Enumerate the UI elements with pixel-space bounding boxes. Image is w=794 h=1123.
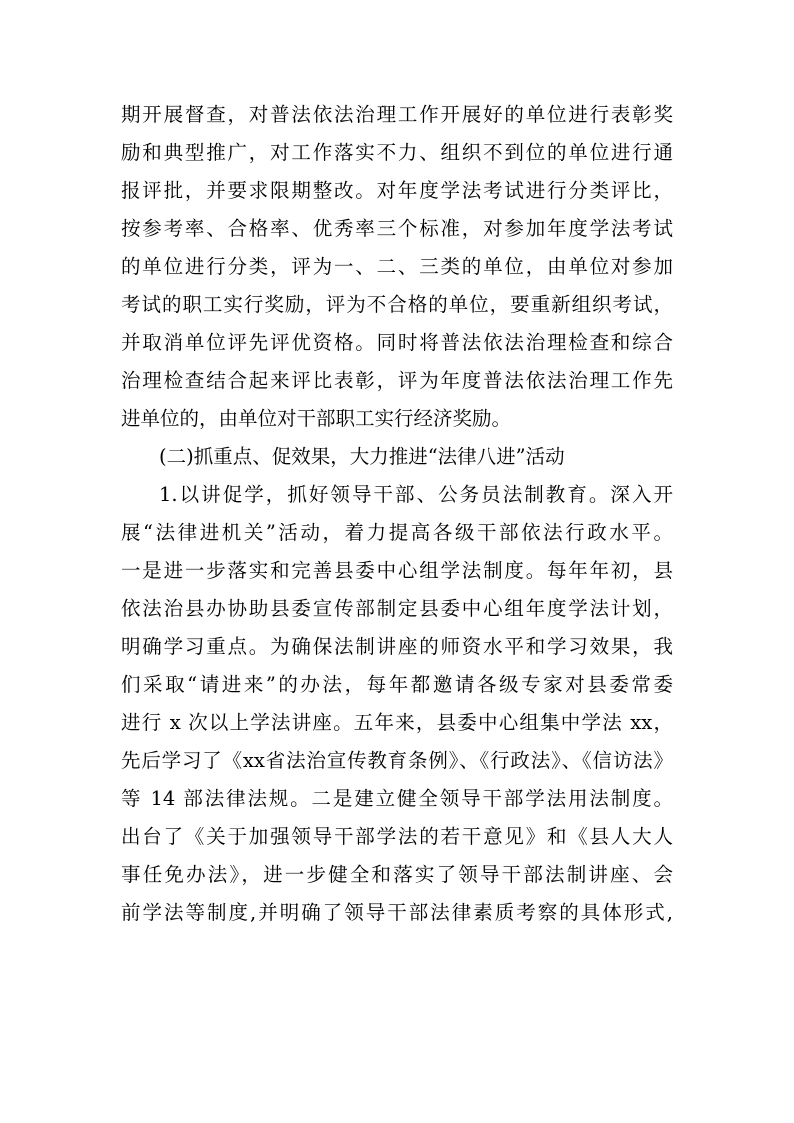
paragraph-line: 出台了《关于加强领导干部学法的若干意见》和《县人大人 [121,825,673,848]
section-heading: (二)抓重点、促效果，大力推进“法律八进”活动 [159,445,565,468]
paragraph-line: 报评批，并要求限期整改。对年度学法考试进行分类评比， [121,179,673,202]
paragraph-line: 期开展督查，对普法依法治理工作开展好的单位进行表彰奖 [121,103,673,126]
paragraph-line: 并取消单位评先评优资格。同时将普法依法治理检查和综合 [121,331,673,354]
paragraph-line: 事任免办法》，进一步健全和落实了领导干部法制讲座、会 [121,863,673,886]
paragraph-line: 先后学习了《xx省法治宣传教育条例》、《行政法》、《信访法》 [121,749,673,772]
paragraph-line: 进行 x 次以上学法讲座。五年来，县委中心组集中学法 xx， [121,711,673,734]
paragraph-line: 按参考率、合格率、优秀率三个标准，对参加年度学法考试 [121,217,673,240]
paragraph-line: 进单位的，由单位对干部职工实行经济奖励。 [121,407,512,430]
paragraph-line: 治理检查结合起来评比表彰，评为年度普法依法治理工作先 [121,369,673,392]
paragraph-line: 明确学习重点。为确保法制讲座的师资水平和学习效果，我 [121,635,673,658]
paragraph-line: 依法治县办协助县委宣传部制定县委中心组年度学法计划， [121,597,673,620]
paragraph-line: 1.以讲促学，抓好领导干部、公务员法制教育。深入开 [159,483,673,506]
paragraph-line: 一是进一步落实和完善县委中心组学法制度。每年年初，县 [121,559,673,582]
paragraph-line: 的单位进行分类，评为一、二、三类的单位，由单位对参加 [121,255,673,278]
paragraph-line: 们采取“请进来”的办法，每年都邀请各级专家对县委常委 [121,673,673,696]
paragraph-line: 等 14 部法律法规。二是建立健全领导干部学法用法制度。 [121,787,673,810]
paragraph-line: 励和典型推广，对工作落实不力、组织不到位的单位进行通 [121,141,673,164]
paragraph-line: 展“法律进机关”活动，着力提高各级干部依法行政水平。 [121,521,673,544]
paragraph-line: 考试的职工实行奖励，评为不合格的单位，要重新组织考试， [121,293,673,316]
paragraph-line: 前学法等制度,并明确了领导干部法律素质考察的具体形式, [121,901,673,924]
